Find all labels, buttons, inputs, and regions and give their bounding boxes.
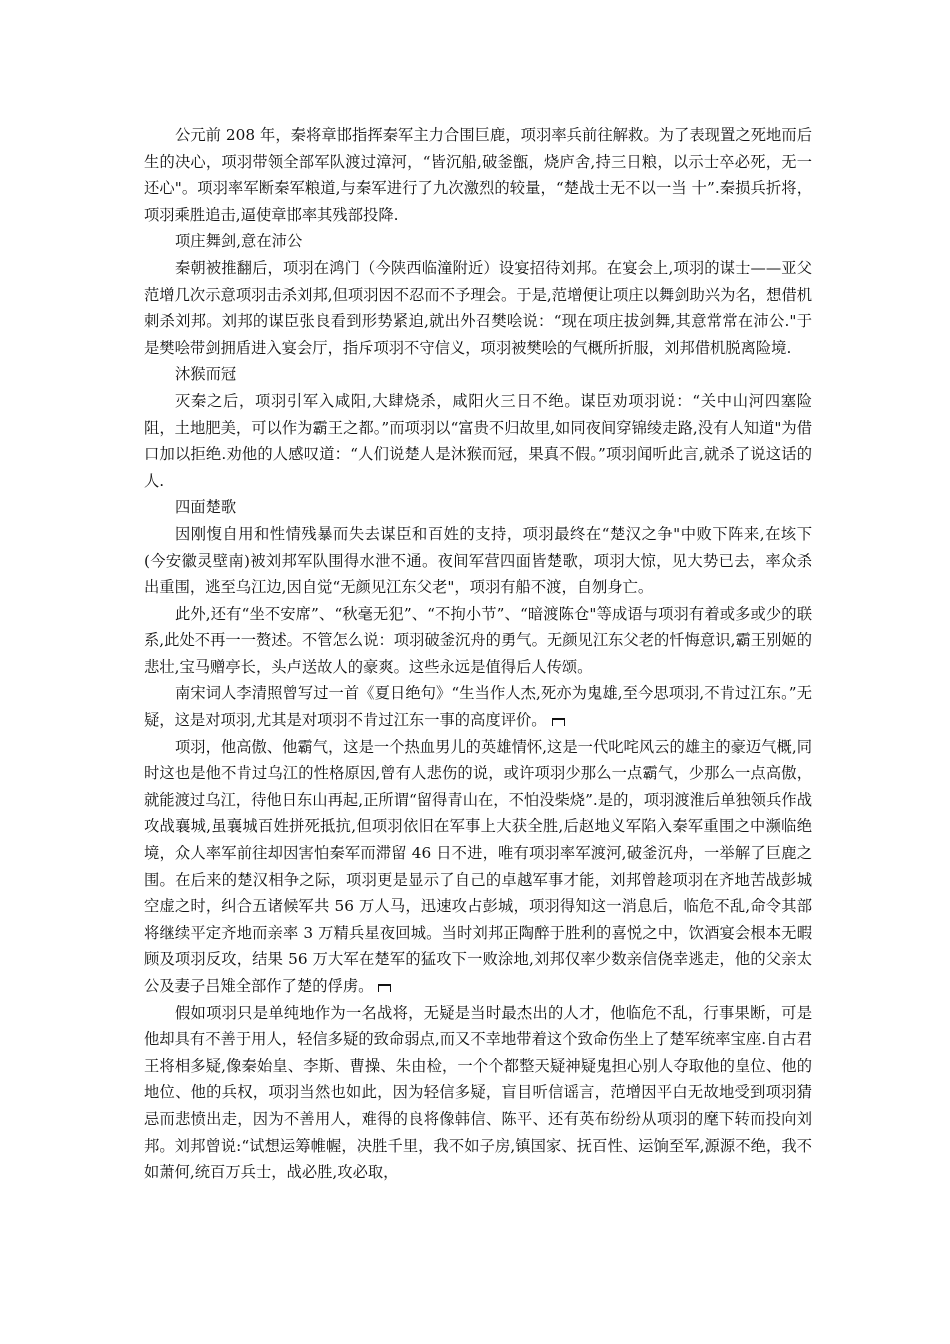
- paragraph-6-text: 南宋词人李清照曾写过一首《夏日绝句》“生当作人杰,死亦为鬼雄,至今思项羽,不肯过江东。”无疑，这是对项羽,尤其是对项羽不肯过江东一事的高度评价。: [144, 684, 812, 730]
- paragraph-4: 因刚愎自用和性情残暴而失去谋臣和百姓的支持，项羽最终在“楚汉之争"中败下阵来,在垓下(今安徽灵壁南)被刘邦军队围得水泄不通。夜间军营四面皆楚歌，项羽大惊，见大势已去，率众杀出重围，逃至乌江边,因自觉“无颜见江东父老"，项羽有船不渡，自刎身亡。: [144, 524, 812, 597]
- paragraph-2: 秦朝被推翻后，项羽在鸿门（今陕西临潼附近）设宴招待刘邦。在宴会上,项羽的谋士——亚父范增几次示意项羽击杀刘邦,但项羽因不忍而不予理会。于是,范增便让项庄以舞剑助兴为名，想借机刺杀刘邦。刘邦的谋臣张良看到形势紧迫,就出外召樊哙说：“现在项庄拔剑舞,其意常常在沛公."于是樊哙带剑拥盾进入宴会厅，指斥项羽不守信义，项羽被樊哙的气概所折服，刘邦借机脱离险境.: [144, 258, 812, 357]
- section-heading-2: 沐猴而冠: [175, 365, 237, 384]
- paragraph-7-text: 项羽，他高傲、他霸气，这是一个热血男儿的英雄情怀,这是一代叱咤风云的雄主的豪迈气概,同时这也是他不肯过乌江的性格原因,曾有人悲伤的说，或许项羽少那么一点霸气，少那么一点高傲，就能渡过乌江，待他日东山再起,正所谓“留得青山在，不怕没柴烧”.是的，项羽渡淮后单独领兵作战攻战襄城,虽襄城百姓拼死抵抗,但项羽依旧在军事上大获全胜,后赵地义军陷入秦军重围之中濒临绝境，众人率军前往却因害怕秦军而滞留 46 日不进，唯有项羽率军渡河,破釜沉舟，一举解了巨鹿之围。在后来的楚汉相争之际，项羽更是显示了自己的卓越军事才能，刘邦曾趁项羽在齐地苦战彭城空虚之时，纠合五诸候军共 56 万人马，迅速攻占彭城，项羽得知这一消息后，临危不乱,命令其部将继续平定齐地而亲率 3 万精兵星夜回城。当时刘邦正陶醉于胜利的喜悦之中，饮酒宴会根本无暇顾及项羽反攻，结果 56 万大军在楚军的猛攻下一败涂地,刘邦仅率少数亲信侥幸逃走，他的父亲太公及妻子吕雉全部作了楚的俘虏。: [144, 737, 812, 995]
- paragraph-5: 此外,还有“坐不安席”、“秋毫无犯”、“不拘小节”、“暗渡陈仓"等成语与项羽有着或多或少的联系,此处不再一一赘述。不管怎么说：项羽破釜沉舟的勇气。无颜见江东父老的忏悔意识,霸王别姬的悲壮,宝马赠亭长，头卢送故人的豪爽。这些永远是值得后人传颂。: [144, 604, 812, 676]
- paragraph-end-mark-icon: [552, 718, 565, 726]
- paragraph-8: 假如项羽只是单纯地作为一名战将，无疑是当时最杰出的人才，他临危不乱，行事果断，可是他却具有不善于用人，轻信多疑的致命弱点,而又不幸地带着这个致命伤坐上了楚军统率宝座.自古君王将相多疑,像秦始皇、李斯、曹操、朱由检，一个个都整天疑神疑鬼担心别人夺取他的皇位、他的地位、他的兵权，项羽当然也如此，因为轻信多疑，盲目听信谣言，范增因平白无故地受到项羽猜忌而悲愤出走，因为不善用人，难得的良将像韩信、陈平、还有英布纷纷从项羽的麾下转而投向刘邦。刘邦曾说:“试想运筹帷幄，决胜千里，我不如子房,镇国家、抚百性、运饷至军,源源不绝，我不如萧何,统百万兵士，战必胜,攻必取，: [144, 1003, 812, 1182]
- document-page: [144, 122, 812, 1186]
- paragraph-end-mark-icon: [378, 984, 391, 992]
- paragraph-1: 公元前 208 年，秦将章邯指挥秦军主力合围巨鹿，项羽率兵前往解救。为了表现置之死地而后生的决心，项羽带领全部军队渡过漳河，“皆沉船,破釜甑，烧庐舍,持三日粮，以示士卒必死，无一还心"。项羽率军断秦军粮道,与秦军进行了九次激烈的较量，“楚战士无不以一当 十”.秦损兵折将，项羽乘胜追击,逼使章邯率其残部投降.: [144, 126, 812, 224]
- section-heading-3: 四面楚歌: [175, 498, 237, 517]
- paragraph-3: 灭秦之后，项羽引军入咸阳,大肆烧杀，咸阳火三日不绝。谋臣劝项羽说：“关中山河四塞险阻，土地肥美，可以作为霸王之都。”而项羽以“富贵不归故里,如同夜间穿锦绫走路,没有人知道"为借口加以拒绝.劝他的人感叹道：“人们说楚人是沐猴而冠，果真不假。”项羽闻听此言,就杀了说这话的人.: [144, 391, 812, 490]
- paragraph-6: [144, 680, 812, 733]
- section-heading-1: 项庄舞剑,意在沛公: [175, 232, 303, 251]
- paragraph-7: [144, 734, 812, 1000]
